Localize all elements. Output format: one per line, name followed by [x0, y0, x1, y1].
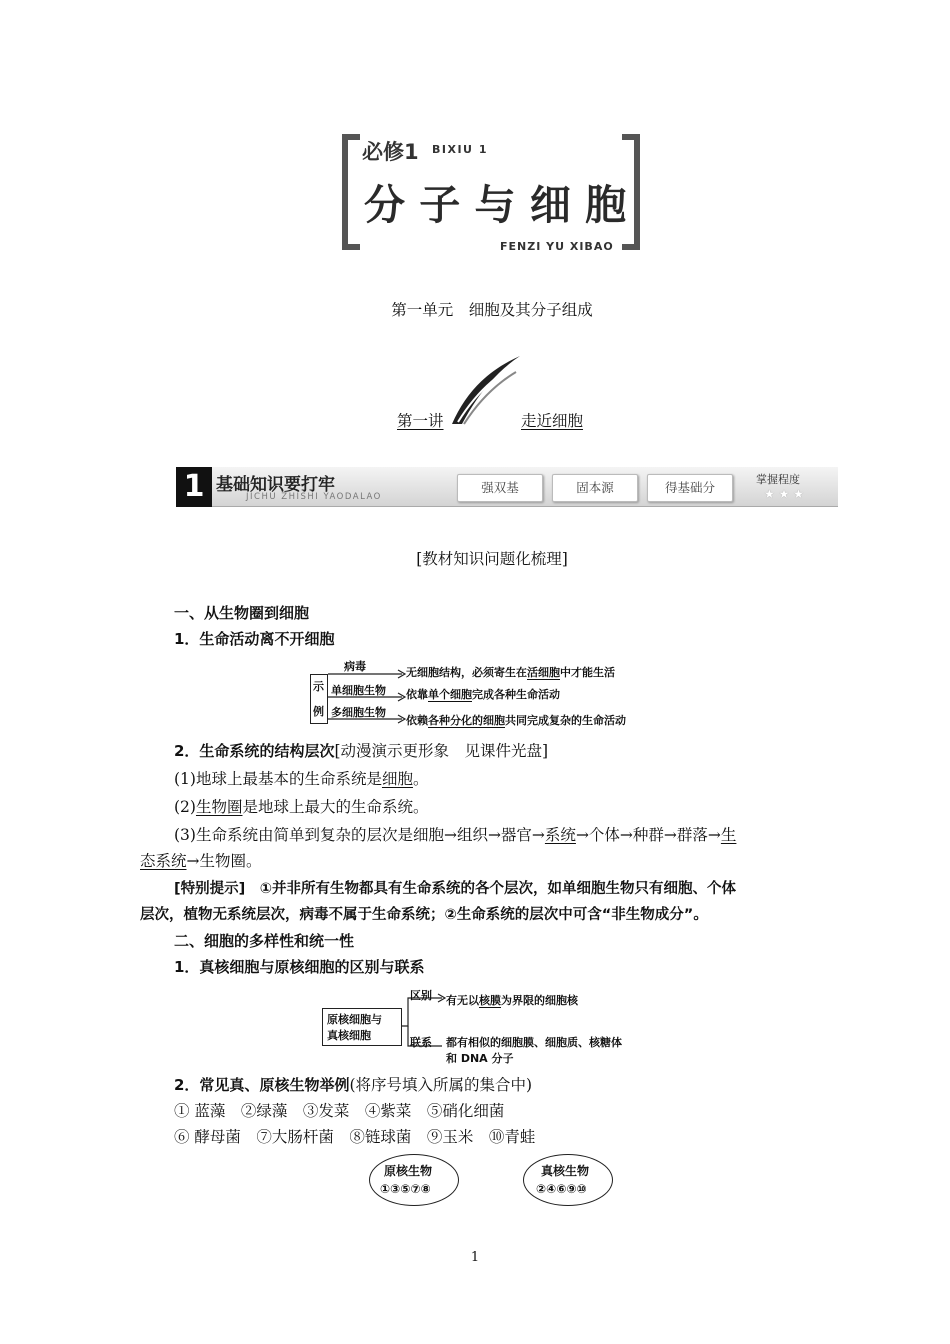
s1-p1: (1)地球上最基本的生命系统是细胞。 — [174, 770, 429, 788]
diagram2-link-line2: 和 DNA 分子 — [446, 1052, 514, 1065]
diagram2-box-line1: 原核细胞与 — [327, 1013, 382, 1026]
lecture-number: 第一讲 — [397, 412, 444, 430]
s1-p2: (2)生物圈是地球上最大的生命系统。 — [174, 798, 429, 816]
s1-p3-line2: 态系统→生物圈。 — [140, 852, 262, 870]
diagram1-label-unicellular: 单细胞生物 — [331, 684, 386, 697]
s2-heading: 二、细胞的多样性和统一性 — [174, 932, 355, 950]
section-banner — [176, 467, 838, 507]
diagram2-label-diff: 区别 — [410, 989, 432, 1002]
diagram1-row-virus: 无细胞结构，必须寄生在活细胞中才能生活 — [406, 666, 615, 679]
left-bracket — [342, 134, 360, 250]
set-eukaryote-title: 真核生物 — [541, 1164, 590, 1178]
page-number: 1 — [470, 1250, 480, 1265]
s1-tip-line1: [特别提示] ①并非所有生物都具有生命系统的各个层次，如单细胞生物只有细胞、个体 — [174, 881, 737, 897]
diagram2-diff-text: 有无以核膜为界限的细胞核 — [446, 994, 578, 1007]
star-icon: ★ ★ ★ — [764, 487, 804, 501]
diagram1-row-multicellular: 依赖各种分化的细胞共同完成复杂的生命活动 — [406, 714, 626, 727]
diagram1-label-virus: 病毒 — [344, 660, 366, 673]
book-pinyin: FENZI YU XIBAO — [500, 240, 614, 253]
button-dejichufen[interactable]: 得基础分 — [647, 474, 733, 502]
s1-heading: 一、从生物圈到细胞 — [174, 604, 310, 622]
banner-title: 基础知识要打牢 — [216, 475, 335, 495]
diagram1-label-multicellular: 多细胞生物 — [331, 706, 386, 719]
s1-item2: 2．生命系统的结构层次[动漫演示更形象 见课件光盘] — [174, 742, 549, 760]
swoosh-graphic — [448, 352, 524, 428]
s1-p3-line1: (3)生命系统由简单到复杂的层次是细胞→组织→器官→系统→个体→种群→群落→生 — [174, 826, 737, 844]
s2-examples-row1: ① 蓝藻 ②绿藻 ③发菜 ④紫菜 ⑤硝化细菌 — [174, 1102, 505, 1120]
diagram2-link-line1: 都有相似的细胞膜、细胞质、核糖体 — [446, 1036, 622, 1049]
lecture-title: 走近细胞 — [521, 412, 584, 430]
banner-pinyin: JICHU ZHISHI YAODALAO — [246, 492, 382, 502]
unit-title: 第一单元 细胞及其分子组成 — [391, 301, 593, 319]
s2-examples-row2: ⑥ 酵母菌 ⑦大肠杆菌 ⑧链球菌 ⑨玉米 ⑩青蛙 — [174, 1128, 536, 1146]
mastery-label: 掌握程度 — [756, 473, 800, 486]
diagram1-row-unicellular: 依靠单个细胞完成各种生命活动 — [406, 688, 560, 701]
button-gubenyuan[interactable]: 固本源 — [552, 474, 638, 502]
s1-item1: 1．生命活动离不开细胞 — [174, 630, 335, 648]
bixiu-label: 必修1 — [362, 140, 419, 164]
diagram2-label-link: 联系 — [410, 1036, 432, 1049]
s1-tip-line2: 层次，植物无系统层次，病毒不属于生命系统；②生命系统的层次中可含“非生物成分”。 — [140, 907, 708, 923]
diagram1-side-label-1: 示 — [313, 680, 324, 693]
button-qiangshuangji[interactable]: 强双基 — [457, 474, 543, 502]
banner-number: 1 — [176, 467, 212, 507]
s2-item1: 1．真核细胞与原核细胞的区别与联系 — [174, 958, 425, 976]
bixiu-pinyin: BIXIU 1 — [432, 143, 488, 156]
section-heading: [教材知识问题化梳理] — [416, 550, 568, 568]
diagram2-box-line2: 真核细胞 — [327, 1029, 371, 1042]
s2-item2: 2．常见真、原核生物举例(将序号填入所属的集合中) — [174, 1076, 533, 1094]
book-title: 分 子 与 细 胞 — [364, 181, 627, 229]
set-prokaryote-title: 原核生物 — [384, 1164, 433, 1178]
diagram1-side-label-2: 例 — [313, 705, 324, 718]
set-prokaryote-members: ①③⑤⑦⑧ — [380, 1182, 431, 1196]
set-eukaryote-members: ②④⑥⑨⑩ — [536, 1182, 587, 1196]
